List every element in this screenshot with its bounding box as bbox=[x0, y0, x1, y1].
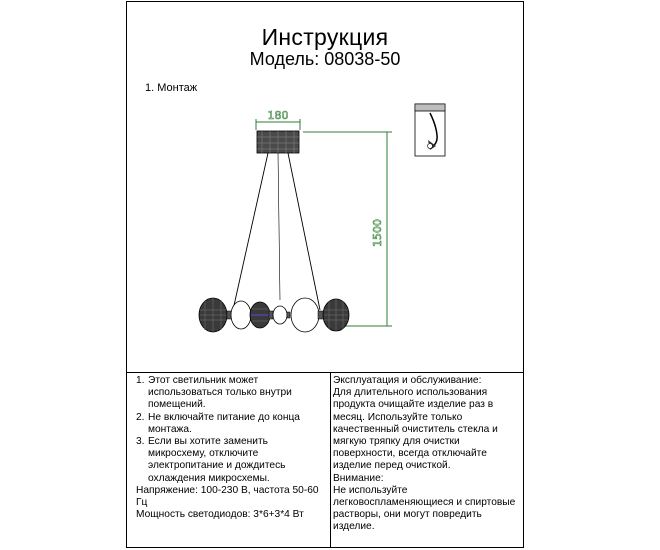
attention-label: Внимание: bbox=[333, 472, 384, 484]
list-item-number: 3. bbox=[136, 436, 145, 448]
warnings-list bbox=[136, 375, 328, 485]
warnings-column bbox=[136, 375, 328, 521]
list-item-text: Не включайте питание до конца монтажа. bbox=[148, 411, 300, 435]
document-title: Инструкция bbox=[261, 24, 389, 50]
width-dimension bbox=[256, 109, 300, 130]
voltage-spec: Напряжение: 100-230 В, частота 50-60 Гц bbox=[136, 484, 319, 509]
installation-drawing bbox=[126, 95, 524, 355]
table-divider-vertical bbox=[330, 372, 331, 548]
power-spec: Мощность светодиодов: 3*6+3*4 Вт bbox=[136, 509, 304, 521]
section-label-installation: 1. Монтаж bbox=[145, 82, 198, 94]
width-dimension-label: 180 bbox=[267, 109, 289, 122]
light-fixture bbox=[199, 298, 349, 332]
list-item-number: 2. bbox=[136, 411, 145, 423]
list-item bbox=[136, 412, 328, 436]
suspension-cable bbox=[288, 153, 320, 310]
power-cord bbox=[278, 153, 280, 300]
operation-heading: Эксплуатация и обслуживание: bbox=[333, 375, 482, 386]
mounting-detail-diagram bbox=[415, 104, 445, 156]
model-number: Модель: 08038-50 bbox=[249, 49, 401, 69]
list-item-text: Этот светильник может использоваться только внутри помещений. bbox=[148, 375, 292, 411]
list-item bbox=[136, 436, 328, 485]
list-item bbox=[136, 375, 328, 412]
list-item-number: 1. bbox=[136, 375, 145, 386]
operation-column bbox=[333, 375, 523, 534]
height-dimension bbox=[303, 132, 392, 326]
operation-text: Для длительного использования продукта очищайте изделие раз в месяц. Используйте только качественный очиститель стекла и мягкую тряпку для очистки поверхности, всегда отключайте изделие перед очисткой. bbox=[333, 387, 498, 472]
suspension-cable bbox=[233, 153, 268, 310]
list-item-text: Если вы хотите заменить микросхему, отключите электропитание и дождитесь охлаждения микросхемы. bbox=[148, 436, 286, 484]
table-divider-horizontal bbox=[126, 372, 524, 373]
height-dimension-label: 1500 bbox=[371, 219, 384, 247]
attention-text: Не используйте легковоспламеняющиеся и спиртовые растворы, они могут повредить изделие. bbox=[333, 484, 516, 533]
